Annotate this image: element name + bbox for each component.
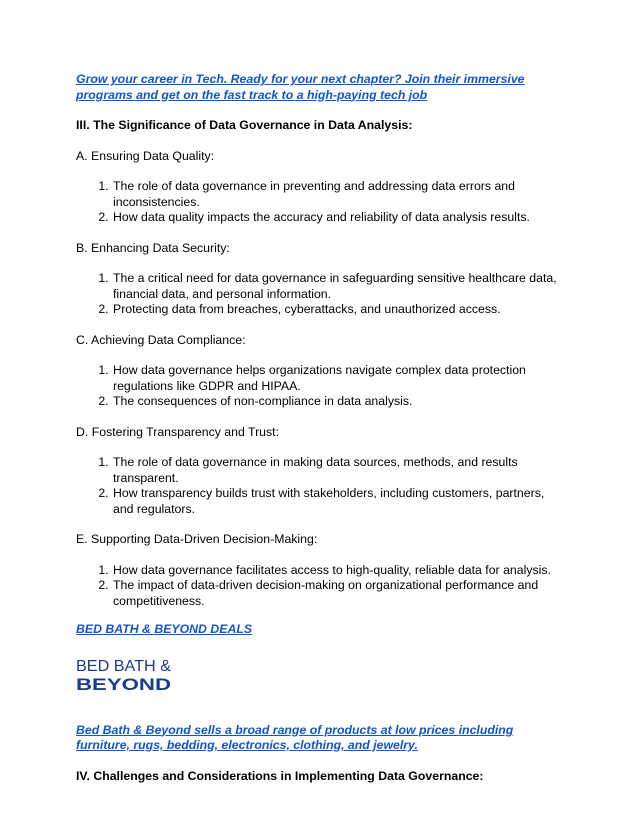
subsection-a — [76, 149, 566, 226]
list-item: 2. The impact of data-driven decision-making on organizational performance and competitiveness. — [112, 578, 566, 609]
subsection-e — [76, 532, 566, 609]
list-item: 2. Protecting data from breaches, cyberattacks, and unauthorized access. — [112, 302, 566, 318]
bed-bath-beyond-deals-link[interactable]: BED BATH & BEYOND DEALS — [76, 622, 253, 636]
section-4-heading: IV. Challenges and Considerations in Implementing Data Governance: — [76, 768, 484, 783]
section-3-heading: III. The Significance of Data Governance in Data Analysis: — [76, 118, 413, 132]
list-item: 2. How transparency builds trust with stakeholders, including customers, partners, and regulators. — [112, 486, 566, 517]
subsection-a-label: A. Ensuring Data Quality: — [76, 148, 215, 163]
subsection-c — [76, 333, 566, 410]
subsection-b-label: B. Enhancing Data Security: — [76, 240, 230, 255]
list-item: 1. The a critical need for data governance in safeguarding sensitive healthcare data, financial data, and personal information. — [112, 271, 566, 302]
list-item: 1. How data governance helps organizations navigate complex data protection regulations like GDPR and HIPAA. — [112, 363, 566, 394]
logo-line-1: BED BATH & — [76, 657, 172, 675]
list-item: 1. The role of data governance in making data sources, methods, and results transparent. — [112, 455, 566, 486]
subsection-c-label: C. Achieving Data Compliance: — [76, 332, 246, 347]
list-item: 1. How data governance facilitates access to high-quality, reliable data for analysis. — [112, 563, 566, 579]
logo-line-2: BEYOND — [76, 674, 171, 694]
subsection-d-label: D. Fostering Transparency and Trust: — [76, 424, 279, 439]
subsection-d-list — [76, 455, 566, 517]
subsection-d — [76, 425, 566, 518]
list-item: 2. How data quality impacts the accuracy and reliability of data analysis results. — [112, 210, 566, 226]
bed-bath-beyond-promo-link[interactable]: Bed Bath & Beyond sells a broad range of products at low prices including furniture, rugs, bedding, electronics, clothing, and jewelry. — [76, 722, 514, 752]
bed-bath-beyond-logo[interactable] — [76, 656, 172, 694]
list-item: 2. The consequences of non-compliance in data analysis. — [112, 394, 566, 410]
career-promo-link[interactable]: Grow your career in Tech. Ready for your next chapter? Join their immersive programs and get on the fast track to a high-paying tech job — [76, 72, 525, 102]
subsection-e-list — [76, 563, 566, 610]
subsection-b-list — [76, 271, 566, 318]
subsection-e-label: E. Supporting Data-Driven Decision-Making: — [76, 532, 318, 546]
subsection-b — [76, 241, 566, 318]
list-item: 1. The role of data governance in preventing and addressing data errors and inconsistencies. — [112, 179, 566, 210]
subsection-c-list — [76, 363, 566, 410]
subsection-a-list — [76, 179, 566, 226]
